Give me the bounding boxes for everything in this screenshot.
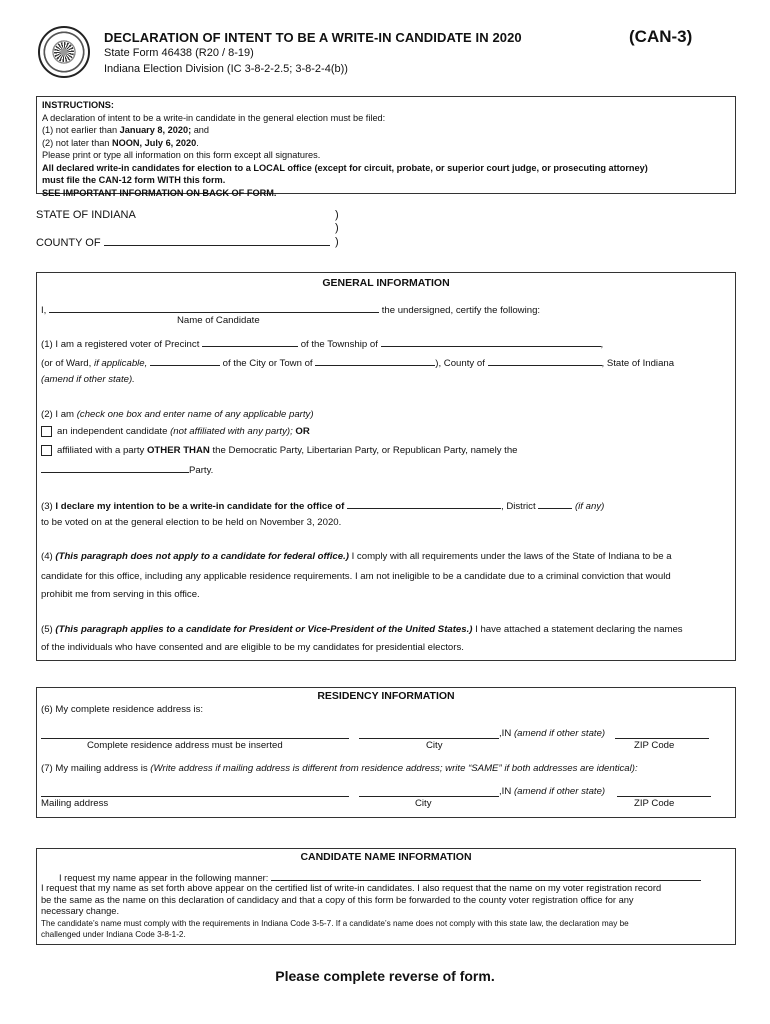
- district-field[interactable]: [538, 499, 572, 509]
- county-label: COUNTY OF: [36, 237, 101, 249]
- mailing-zip-field[interactable]: [617, 796, 711, 797]
- name-manner-row: I request my name appear in the following manner:: [59, 871, 701, 885]
- mailing-city-field[interactable]: [359, 796, 499, 797]
- venue-paren: ): [335, 236, 339, 248]
- residence-city-field[interactable]: [359, 738, 499, 739]
- independent-checkbox[interactable]: [41, 426, 52, 437]
- instructions-line: SEE IMPORTANT INFORMATION ON BACK OF FORM.: [42, 187, 277, 198]
- in-label: ,IN (amend if other state): [499, 786, 606, 797]
- residence-zip-caption: ZIP Code: [634, 740, 675, 751]
- township-field[interactable]: [381, 337, 601, 347]
- mailing-address-caption: Mailing address: [41, 798, 109, 809]
- party-option: affiliated with a party OTHER THAN the Democratic Party, Libertarian Party, or Republican Party, namely the: [41, 445, 518, 456]
- venue-paren: ): [335, 209, 339, 221]
- mailing-city-caption: City: [415, 798, 432, 809]
- instructions-line: (1) not earlier than January 8, 2020; and: [42, 125, 210, 135]
- mailing-prompt: (7) My mailing address is (Write address if mailing address is different from residence address; write “SAME” if both addresses are identical):: [41, 763, 638, 774]
- residency-information-box: [36, 687, 736, 818]
- ballot-name-field[interactable]: [271, 871, 701, 881]
- paragraph-5-line-1: (5) (This paragraph applies to a candidate for President or Vice-President of the United States.) I have attached a statement declaring the names: [41, 624, 683, 635]
- form-title: DECLARATION OF INTENT TO BE A WRITE-IN CANDIDATE IN 2020: [104, 30, 522, 45]
- instructions-heading: INSTRUCTIONS:: [42, 100, 114, 110]
- amend-note: (amend if other state).: [41, 374, 135, 385]
- party-name-row: Party.: [41, 463, 213, 476]
- general-information-box: [36, 272, 736, 661]
- mailing-address-field[interactable]: [41, 796, 349, 797]
- paragraph-4-line-2: candidate for this office, including any applicable residence requirements. I am not ineligible to be a candidate due to a criminal conviction that would: [41, 571, 671, 582]
- candidate-name-box: [36, 848, 736, 945]
- mailing-zip-caption: ZIP Code: [634, 798, 675, 809]
- paragraph-5-line-2: of the individuals who have consented and are eligible to be my candidates for presidential electors.: [41, 642, 464, 653]
- paragraph-4-line-1: (4) (This paragraph does not apply to a candidate for federal office.) I comply with all requirements under the laws of the State of Indiana to be a: [41, 551, 672, 562]
- city-town-field[interactable]: [315, 356, 435, 366]
- paragraph-2: (2) I am (check one box and enter name of any applicable party): [41, 409, 314, 420]
- form-code: (CAN-3): [629, 27, 693, 46]
- other-party-checkbox[interactable]: [41, 445, 52, 456]
- venue-paren: ): [335, 222, 339, 234]
- paragraph-1-line-2: (or of Ward, if applicable, of the City or Town of ), County of , State of Indiana: [41, 358, 675, 369]
- state-label: STATE OF INDIANA: [36, 209, 136, 221]
- general-information-heading: GENERAL INFORMATION: [322, 277, 450, 289]
- independent-option: an independent candidate (not affiliated with any party); OR: [41, 426, 310, 437]
- election-division: Indiana Election Division (IC 3-8-2-2.5; 3-8-2-4(b)): [104, 63, 348, 75]
- candidate-name-heading: CANDIDATE NAME INFORMATION: [300, 851, 472, 863]
- office-field[interactable]: [347, 499, 501, 509]
- party-name-field[interactable]: [41, 463, 189, 473]
- footer-note: Please complete reverse of form.: [275, 968, 495, 984]
- county-field[interactable]: [104, 236, 330, 246]
- name-caption: Name of Candidate: [177, 315, 260, 326]
- county-of-field[interactable]: [488, 356, 602, 366]
- instructions-line: Please print or type all information on this form except all signatures.: [42, 150, 321, 160]
- residence-zip-field[interactable]: [615, 738, 709, 739]
- paragraph-3-line-2: to be voted on at the general election to be held on November 3, 2020.: [41, 517, 342, 528]
- ward-field[interactable]: [150, 356, 220, 366]
- residence-city-caption: City: [426, 740, 443, 751]
- paragraph-3-line-1: (3) I declare my intention to be a write-in candidate for the office of , District (if any): [41, 501, 605, 512]
- instructions-line: (2) not later than NOON, July 6, 2020.: [42, 137, 199, 148]
- county-row: [36, 236, 330, 249]
- candidate-name-field[interactable]: [49, 303, 379, 313]
- instructions-line: must file the CAN-12 form WITH this form.: [42, 175, 226, 185]
- candidate-name-row: I, the undersigned, certify the following:: [41, 305, 541, 316]
- indiana-state-seal-icon: [38, 26, 90, 78]
- paragraph-4-line-3: prohibit me from serving in this office.: [41, 589, 200, 600]
- instructions-line: A declaration of intent to be a write-in candidate in the general election must be filed:: [42, 112, 386, 123]
- residence-prompt: (6) My complete residence address is:: [41, 704, 204, 715]
- in-label: ,IN (amend if other state): [499, 728, 606, 739]
- residency-heading: RESIDENCY INFORMATION: [317, 690, 455, 702]
- state-form-number: State Form 46438 (R20 / 8-19): [104, 47, 254, 59]
- candidate-name-text: I request that my name as set forth above appear on the certified list of write-in candidates. I also request that the name on my voter registration record be the same as the name on this declaration of candidacy and that a copy of this form be forwarded to the county voter registration office for any necessary change. The candidate’s name must comply with the requirements in Indiana Code 3-5-7. If a candidate’s name does not comply with this state law, the declaration may be challenged under Indiana Code 3-8-1-2.: [41, 883, 662, 939]
- residence-address-caption: Complete residence address must be inserted: [87, 740, 283, 751]
- residence-address-field[interactable]: [41, 738, 349, 739]
- instructions-box: [36, 96, 736, 198]
- paragraph-1-line-1: (1) I am a registered voter of Precinct of the Township of ,: [41, 339, 604, 350]
- precinct-field[interactable]: [202, 337, 298, 347]
- instructions-line: All declared write-in candidates for election to a LOCAL office (except for circuit, probate, or superior court judge, or prosecuting attorney): [42, 162, 648, 173]
